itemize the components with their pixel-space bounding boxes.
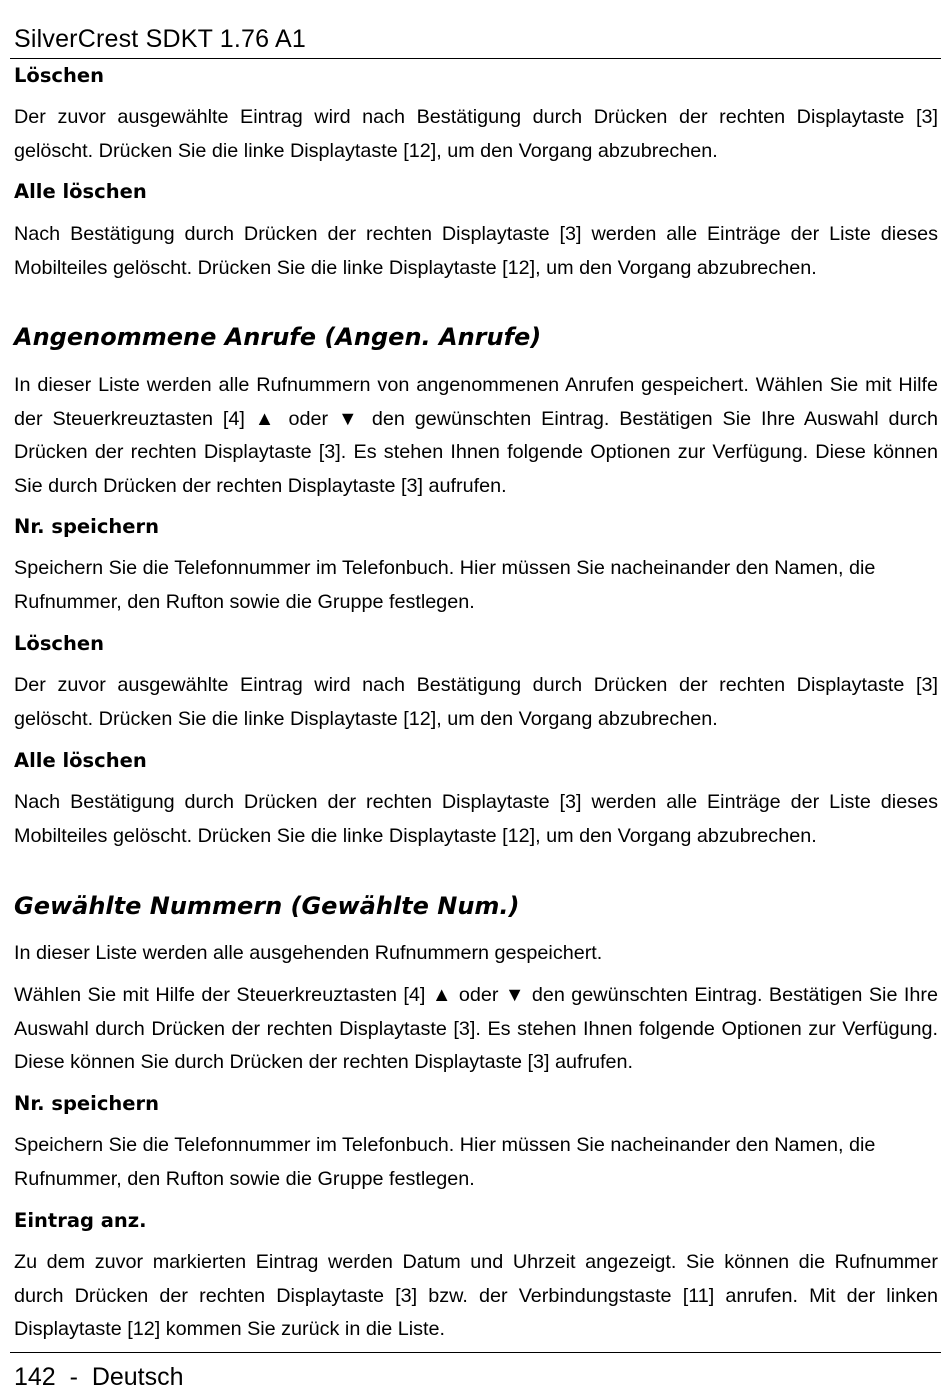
heading-nr-speichern-2: Nr. speichern	[14, 1092, 159, 1115]
page-footer: 142 - Deutsch	[14, 1363, 184, 1391]
paragraph-nr-speichern-2: Speichern Sie die Telefonnummer im Telefonbuch. Hier müssen Sie nacheinander den Namen, die Rufnummer, den Rufton sowie die Gruppe festlegen.	[14, 1134, 876, 1190]
paragraph-loeschen-2: Der zuvor ausgewählte Eintrag wird nach Bestätigung durch Drücken der rechten Displaytaste [3] gelöscht. Drücken Sie die linke Displaytaste [12], um den Vorgang abzubrechen.	[14, 674, 938, 730]
footer-rule	[10, 1352, 941, 1353]
heading-nr-speichern-1: Nr. speichern	[14, 515, 159, 538]
heading-loeschen-2: Löschen	[14, 632, 104, 655]
paragraph-nr-speichern-1: Speichern Sie die Telefonnummer im Telefonbuch. Hier müssen Sie nacheinander den Namen, die Rufnummer, den Rufton sowie die Gruppe festlegen.	[14, 557, 876, 613]
paragraph-alle-loeschen-2: Nach Bestätigung durch Drücken der rechten Displaytaste [3] werden alle Einträge der Liste dieses Mobilteiles gelöscht. Drücken Sie die linke Displaytaste [12], um den Vorgang abzubrechen.	[14, 791, 938, 847]
section-heading-angenommene-anrufe: Angenommene Anrufe (Angen. Anrufe)	[14, 323, 542, 351]
paragraph-angenommene-intro: In dieser Liste werden alle Rufnummern von angenommenen Anrufen gespeichert. Wählen Sie mit Hilfe der Steuerkreuztasten [4] ▲ oder ▼ den gewünschten Eintrag. Bestätigen Sie Ihre Auswahl durch Drücken der rechten Displaytaste [3]. Es stehen Ihnen folgende Optionen zur Verfügung. Diese können Sie durch Drücken der rechten Displaytaste [3] aufrufen.	[14, 374, 938, 497]
document-header-title: SilverCrest SDKT 1.76 A1	[14, 25, 306, 53]
header-rule	[10, 58, 941, 59]
paragraph-loeschen-1: Der zuvor ausgewählte Eintrag wird nach Bestätigung durch Drücken der rechten Displaytaste [3] gelöscht. Drücken Sie die linke Displaytaste [12], um den Vorgang abzubrechen.	[14, 106, 938, 162]
paragraph-alle-loeschen-1: Nach Bestätigung durch Drücken der rechten Displaytaste [3] werden alle Einträge der Liste dieses Mobilteiles gelöscht. Drücken Sie die linke Displaytaste [12], um den Vorgang abzubrechen.	[14, 223, 938, 279]
heading-alle-loeschen-2: Alle löschen	[14, 749, 147, 772]
section-heading-gewaehlte-nummern: Gewählte Nummern (Gewählte Num.)	[14, 892, 520, 920]
paragraph-gewaehlte-intro: In dieser Liste werden alle ausgehenden Rufnummern gespeichert.	[14, 942, 603, 964]
heading-alle-loeschen-1: Alle löschen	[14, 180, 147, 203]
heading-loeschen-1: Löschen	[14, 64, 104, 87]
paragraph-eintrag-anz: Zu dem zuvor markierten Eintrag werden Datum und Uhrzeit angezeigt. Sie können die Rufnummer durch Drücken der rechten Displaytaste [3] bzw. der Verbindungstaste [11] anrufen. Mit der linken Displaytaste [12] kommen Sie zurück in die Liste.	[14, 1251, 938, 1340]
paragraph-gewaehlte-intro-2: Wählen Sie mit Hilfe der Steuerkreuztasten [4] ▲ oder ▼ den gewünschten Eintrag. Bestätigen Sie Ihre Auswahl durch Drücken der rechten Displaytaste [3]. Es stehen Ihnen folgende Optionen zur Verfügung. Diese können Sie durch Drücken der rechten Displaytaste [3] aufrufen.	[14, 984, 938, 1073]
heading-eintrag-anz: Eintrag anz.	[14, 1209, 147, 1232]
